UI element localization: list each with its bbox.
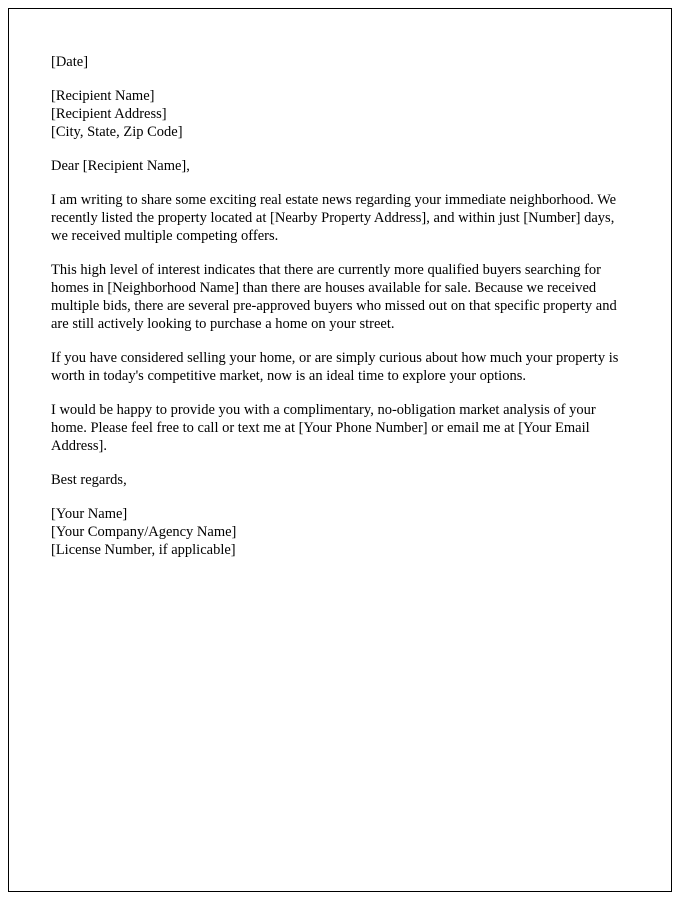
letter-body: [51, 53, 627, 559]
recipient-name: [Recipient Name]: [51, 88, 155, 104]
signature-block: [51, 505, 627, 559]
signature-license: [License Number, if applicable]: [51, 542, 236, 558]
letter-paragraph-4: I would be happy to provide you with a complimentary, no-obligation market analysis of your home. Please feel free to call or text me at [Your Phone Number] or email me at [Your Email Address].: [51, 402, 596, 454]
salutation: Dear [Recipient Name],: [51, 158, 190, 174]
signature-company: [Your Company/Agency Name]: [51, 524, 237, 540]
closing-block: [51, 471, 627, 489]
recipient-address: [Recipient Address]: [51, 106, 167, 122]
letter-paragraph-2: This high level of interest indicates that there are currently more qualified buyers searching for homes in [Neighborhood Name] than there are houses available for sale. Because we received multiple bids, there are several pre-approved buyers who missed out on that specific property and are still actively looking to purchase a home on your street.: [51, 262, 617, 332]
date-block: [51, 53, 627, 71]
closing: Best regards,: [51, 472, 127, 488]
signature-name: [Your Name]: [51, 506, 128, 522]
recipient-city-state-zip: [City, State, Zip Code]: [51, 124, 183, 140]
letter-paragraph-1: I am writing to share some exciting real estate news regarding your immediate neighborhood. We recently listed the property located at [Nearby Property Address], and within just [Number] days, we received multiple competing offers.: [51, 192, 617, 244]
salutation-block: [51, 157, 627, 175]
letter-date: [Date]: [51, 54, 89, 70]
letter-paragraph-3: If you have considered selling your home, or are simply curious about how much your property is worth in today's competitive market, now is an ideal time to explore your options.: [51, 350, 619, 384]
recipient-block: [51, 87, 627, 141]
letter-page: [8, 8, 672, 892]
